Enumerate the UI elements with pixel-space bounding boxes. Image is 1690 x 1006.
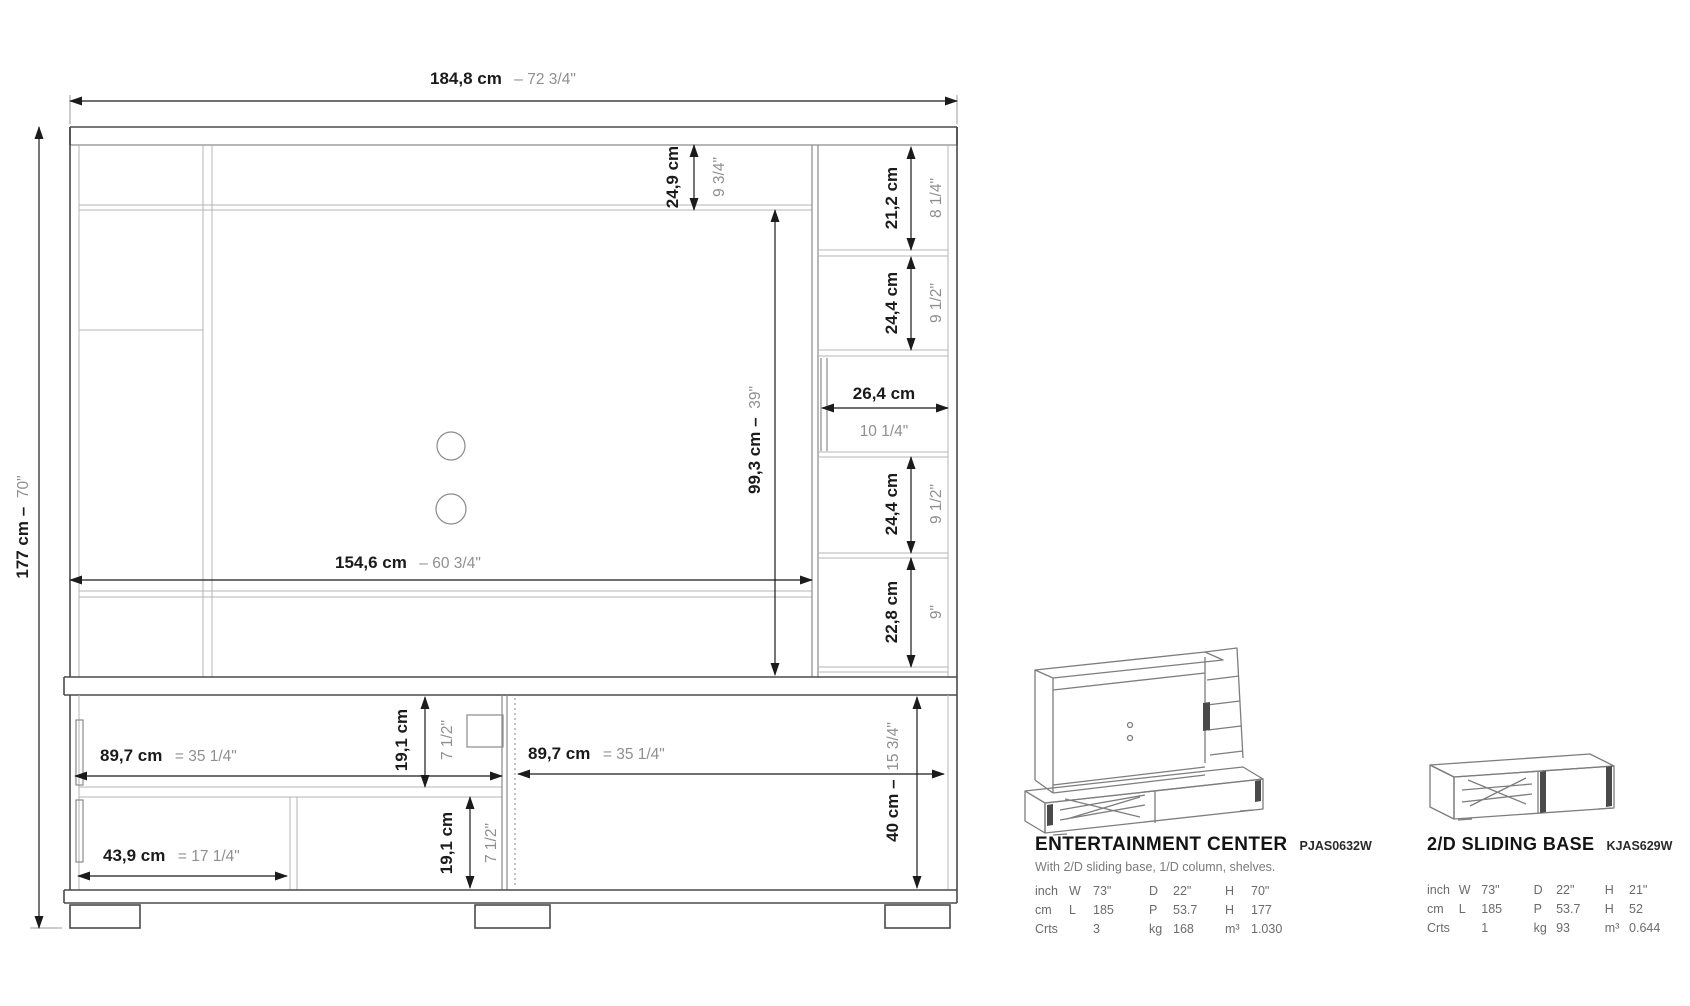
base-structure [64,677,957,928]
svg-text:184,8 cm – 72 3/4" [430,69,576,88]
dimension-column-top [882,147,945,250]
sliding-base-thumbnail [1418,742,1628,842]
spec-row-cartons: Crts 1 kg 93 m³ 0.644 [1427,921,1661,935]
svg-text:89,7 cm = 35 1/4": 89,7 cm = 35 1/4" [528,744,665,763]
svg-text:89,7 cm = 35 1/4": 89,7 cm = 35 1/4" [100,746,237,765]
spec-row-cm: cm L 185 P 53.7 H 52 [1427,902,1643,916]
product-sku: KJAS629W [1606,839,1673,853]
foot-center [475,905,550,928]
dim-height-cm: 177 cm – [13,502,32,579]
dimension-tv-width [70,553,812,580]
entertainment-center-thumbnail [1005,595,1285,845]
svg-text:7 1/2": 7 1/2" [483,823,500,863]
dim-width-in: – 72 3/4" [514,71,576,88]
thumbnail-door-accent [1203,702,1210,731]
dimension-top-shelf [663,145,728,210]
svg-text:7 1/2": 7 1/2" [439,720,456,760]
product-title-row [1427,834,1687,855]
spec-table [1427,881,1687,938]
dim-height-in: 70" [15,475,32,499]
hutch-structure [70,127,957,677]
svg-text:19,1 cm: 19,1 cm [392,708,411,772]
dimension-base-right-door [518,744,944,774]
svg-text:9 1/2": 9 1/2" [928,283,945,323]
foot-left [70,905,140,928]
dimension-height-total [13,127,62,928]
svg-text:24,9 cm: 24,9 cm [663,145,682,209]
cable-holes [436,432,466,524]
dimension-column-lower [882,457,945,553]
spec-row-inch: inch W 73" D 22" H 21" [1427,883,1648,897]
dimension-column-depth [822,384,948,440]
svg-text:9 3/4": 9 3/4" [711,157,728,197]
svg-text:22,8 cm: 22,8 cm [882,580,901,644]
svg-text:26,4 cm: 26,4 cm [852,384,916,403]
dimension-drawer-width [78,846,287,876]
cable-hole-bottom [436,494,466,524]
dimension-tv-height [745,210,775,675]
spec-table [1035,882,1375,939]
dimension-width-total [70,69,957,124]
dimension-column-bottom [882,558,945,667]
svg-text:9": 9" [928,604,945,620]
spec-row-cartons: Crts 3 kg 168 m³ 1.030 [1035,922,1283,936]
product-name: 2/D SLIDING BASE [1427,834,1595,854]
svg-text:40 cm – 15 3/4": 40 cm – 15 3/4" [883,722,902,842]
product-description: With 2/D sliding base, 1/D column, shelves. [1035,860,1276,874]
product-name: ENTERTAINMENT CENTER [1035,834,1288,855]
svg-text:99,3 cm – 39": 99,3 cm – 39" [745,385,764,495]
dimension-base-left-door [75,746,502,776]
spec-row-inch: inch W 73" D 22" H 70" [1035,882,1375,901]
product-card-sliding-base [1427,834,1687,938]
svg-text:24,4 cm: 24,4 cm [882,271,901,335]
svg-text:19,1 cm: 19,1 cm [437,811,456,875]
dimension-column-upper [882,257,945,350]
product-sku: PJAS0632W [1299,839,1372,853]
dimension-shelf-lower [437,797,500,888]
foot-right [885,905,950,928]
product-card-entertainment-center [1035,834,1375,939]
svg-text:21,2 cm: 21,2 cm [882,166,901,230]
spec-unit: inch [1035,884,1058,898]
svg-text:154,6 cm – 60 3/4": 154,6 cm – 60 3/4" [335,553,481,572]
dim-width-cm: 184,8 cm [430,69,502,88]
product-title-row [1035,834,1375,856]
svg-text:24,4 cm: 24,4 cm [882,472,901,536]
svg-text:10 1/4": 10 1/4" [859,423,909,440]
dimension-shelf-upper [392,697,456,787]
svg-text:43,9 cm = 17 1/4": 43,9 cm = 17 1/4" [103,846,240,865]
spec-row-cm: cm L 185 P 53.7 H 177 [1035,903,1272,917]
dimension-base-height [883,697,917,888]
svg-text:177 cm – 70" [13,475,32,578]
cable-hole-top [437,432,465,460]
svg-text:9 1/2": 9 1/2" [928,484,945,524]
svg-text:8 1/4": 8 1/4" [928,178,945,218]
